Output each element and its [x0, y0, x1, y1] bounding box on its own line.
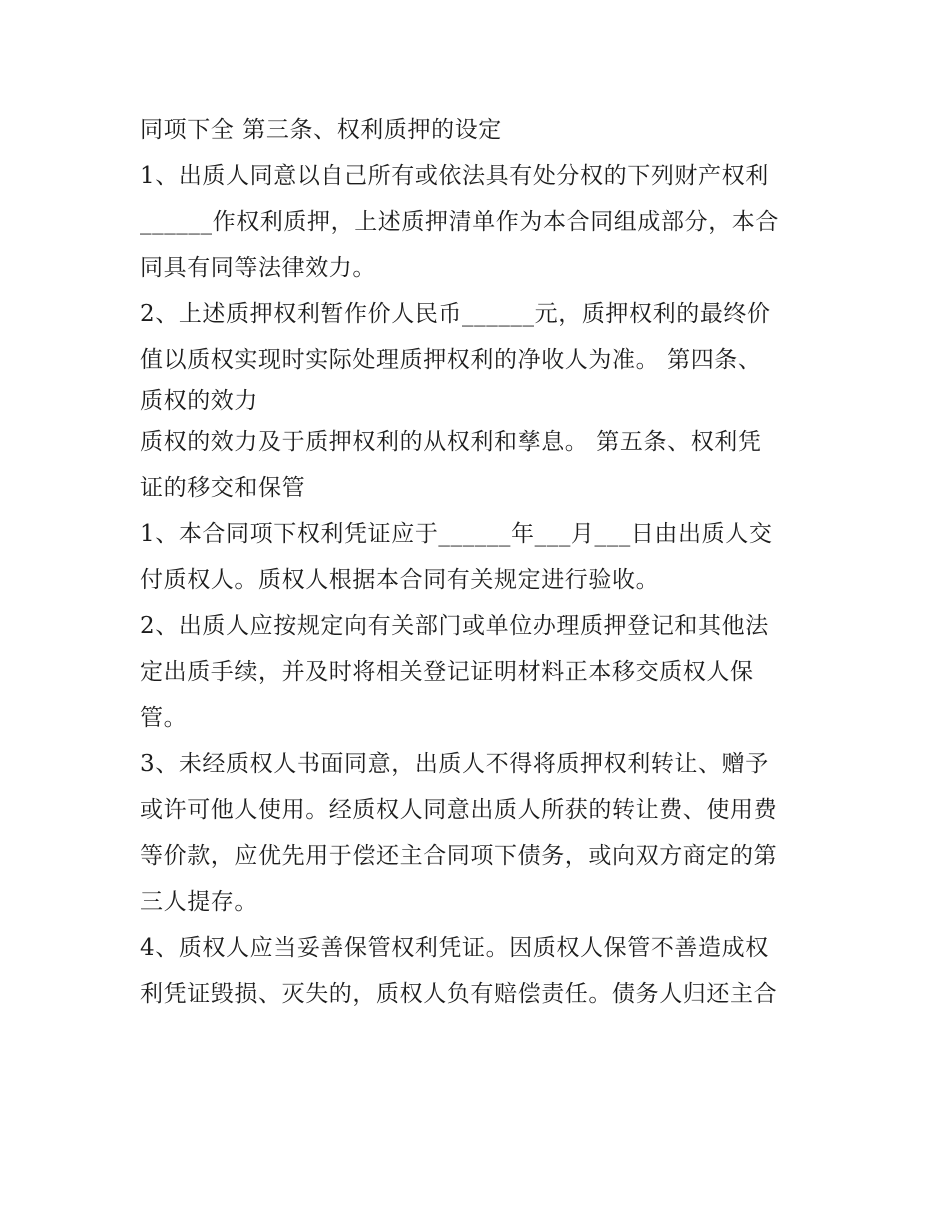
text-line: 利凭证毁损、灭失的，质权人负有赔偿责任。债务人归还主合: [140, 981, 778, 1007]
text-line: 4、质权人应当妥善保管权利凭证。因质权人保管不善造成权: [140, 935, 769, 961]
text-line: ______作权利质押，上述质押清单作为本合同组成部分，本合: [140, 209, 779, 235]
text-line: 证的移交和保管: [140, 475, 306, 501]
text-line: 三人提存。: [140, 889, 258, 915]
text-line: 1、出质人同意以自己所有或依法具有处分权的下列财产权利: [140, 163, 769, 189]
text-line: 或许可他人使用。经质权人同意出质人所获的转让费、使用费: [140, 797, 778, 823]
text-line: 质权的效力: [140, 388, 258, 414]
document-body: [140, 107, 830, 1017]
text-line: 3、未经质权人书面同意，出质人不得将质押权利转让、赠予: [140, 751, 769, 777]
text-line: 值以质权实现时实际处理质押权利的净收人为准。 第四条、: [140, 347, 762, 373]
text-line: 等价款，应优先用于偿还主合同项下债务，或向双方商定的第: [140, 843, 778, 869]
text-line: 管。: [140, 705, 188, 731]
text-line: 2、出质人应按规定向有关部门或单位办理质押登记和其他法: [140, 613, 769, 639]
text-line: 1、本合同项下权利凭证应于______年___月___日由出质人交: [140, 521, 773, 547]
text-line: 定出质手续，并及时将相关登记证明材料正本移交质权人保: [140, 659, 754, 685]
text-line: 2、上述质押权利暂作价人民币______元，质押权利的最终价: [140, 301, 771, 327]
text-line: 质权的效力及于质押权利的从权利和孳息。 第五条、权利凭: [140, 429, 762, 455]
text-line: 付质权人。质权人根据本合同有关规定进行验收。: [140, 567, 660, 593]
text-line: 同项下全 第三条、权利质押的设定: [140, 117, 502, 143]
text-line: 同具有同等法律效力。: [140, 255, 376, 281]
